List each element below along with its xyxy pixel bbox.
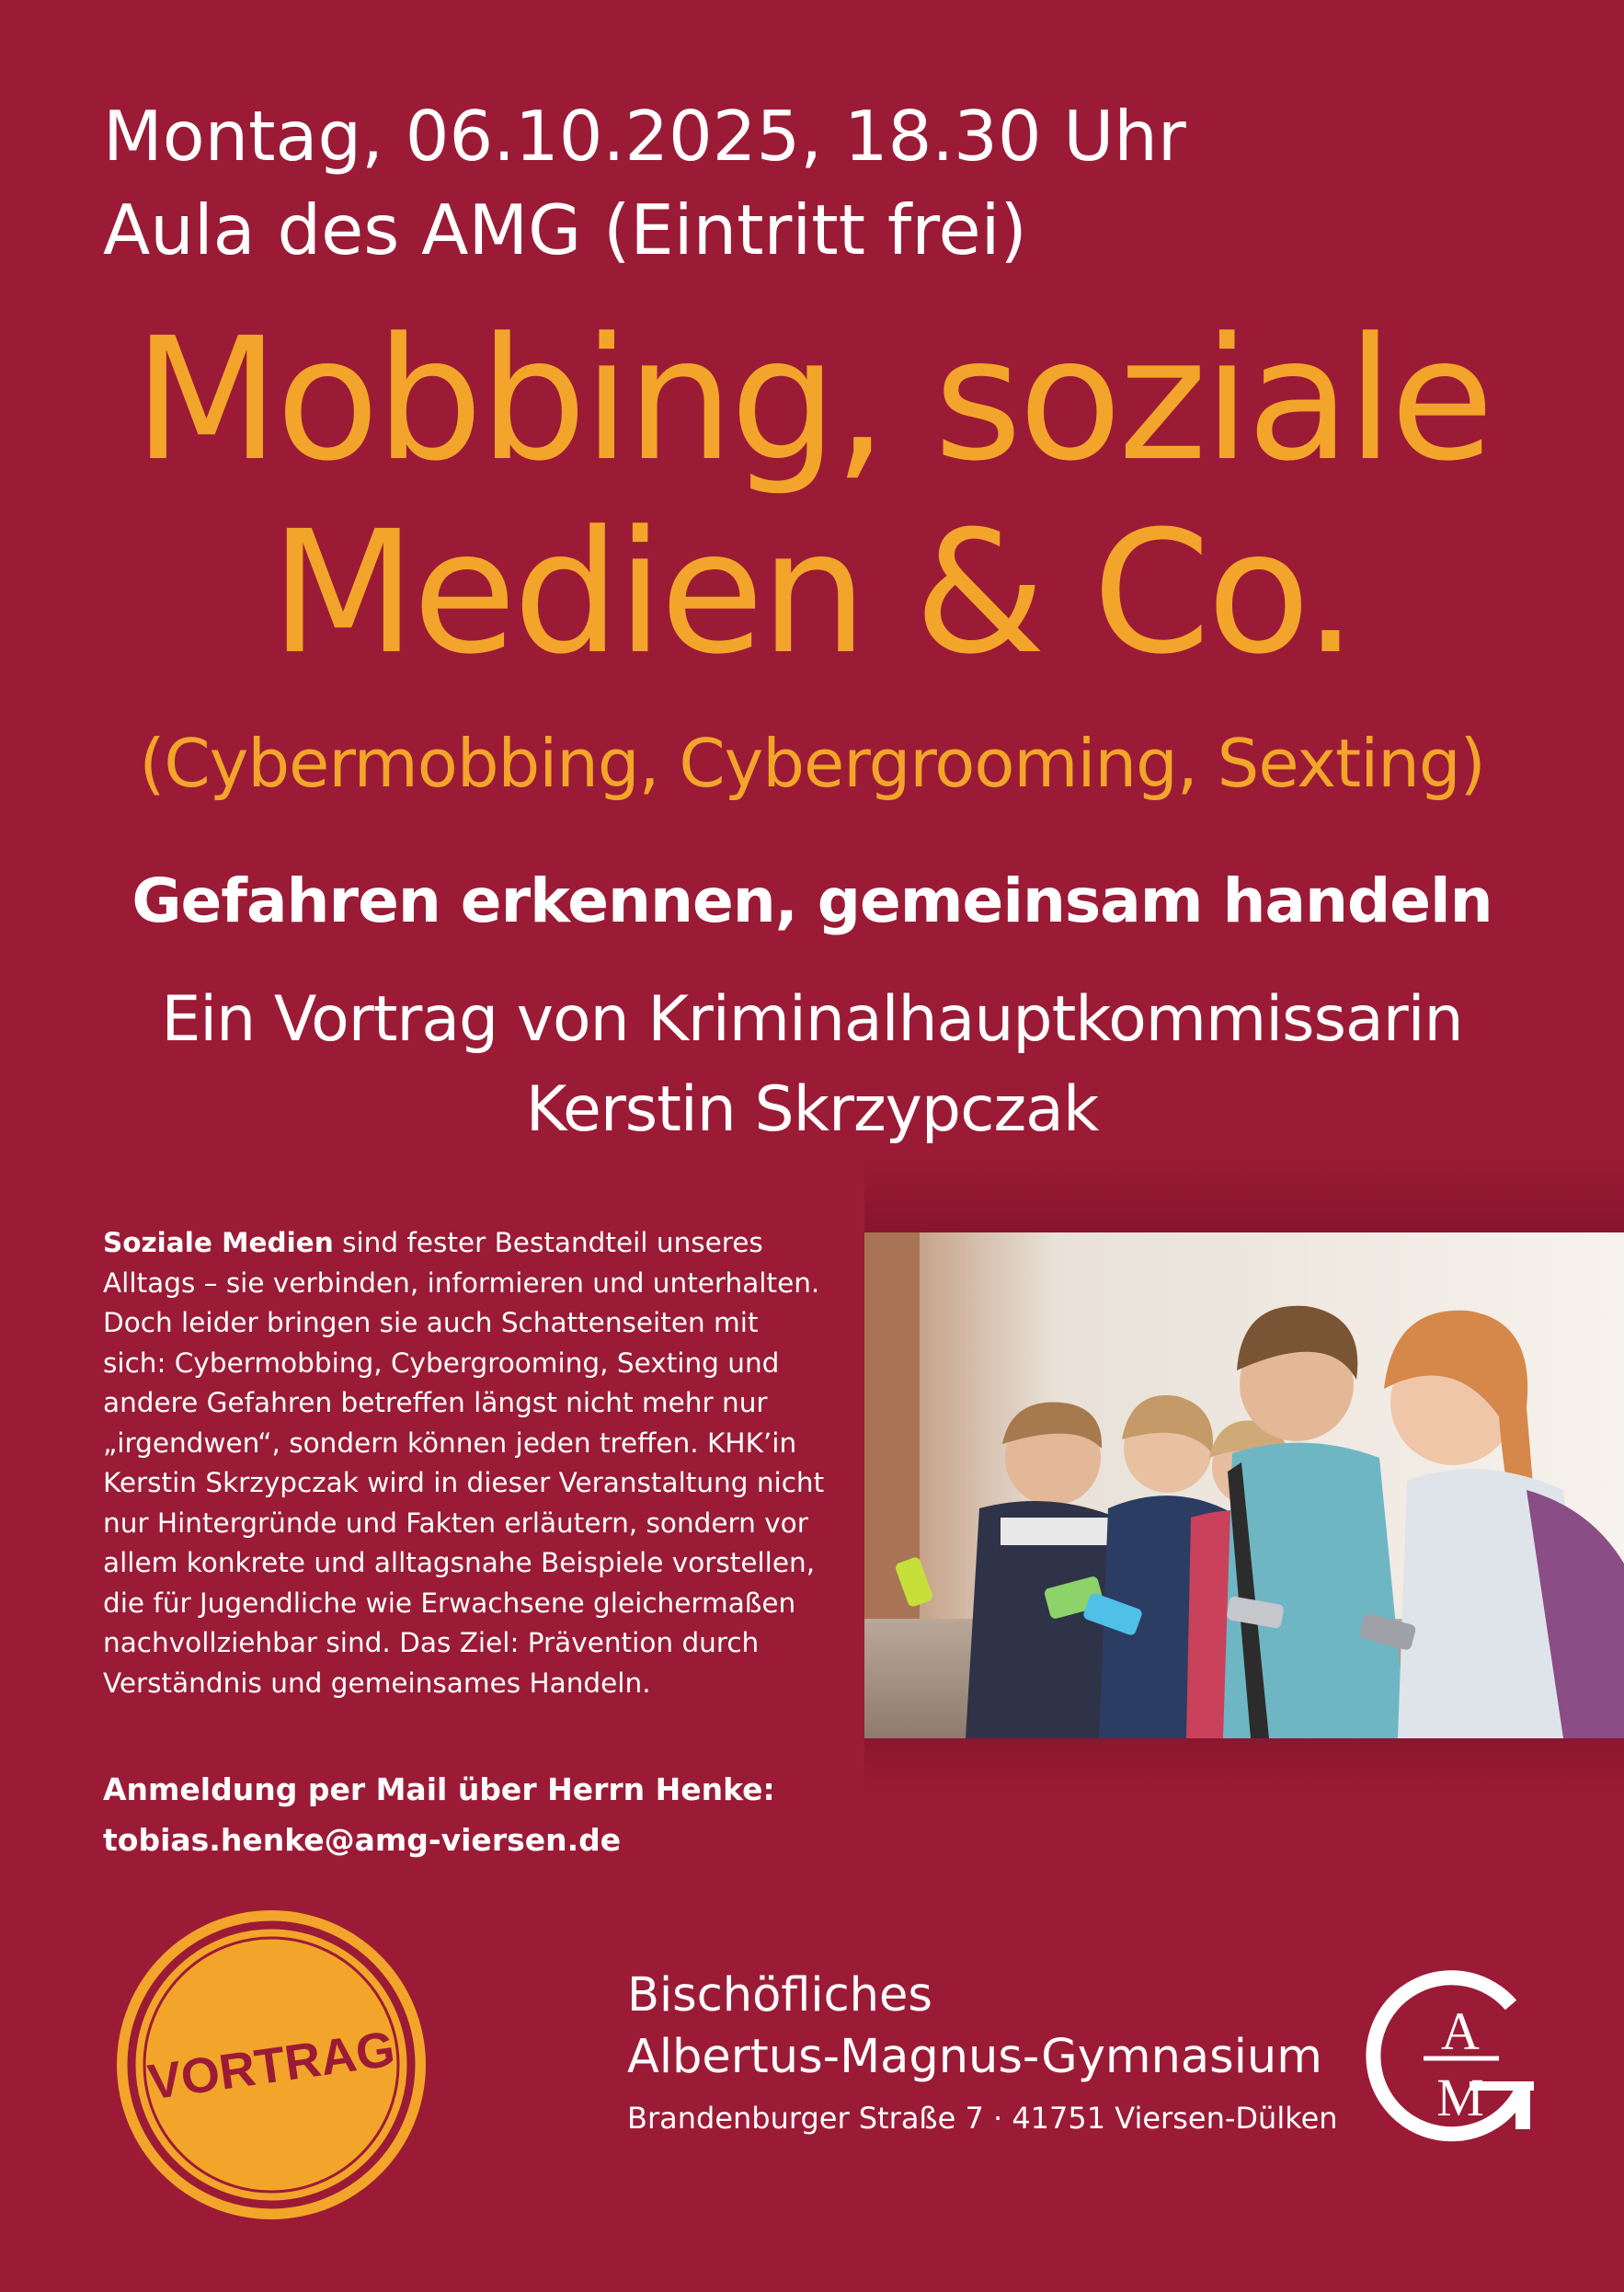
school-logo [1359, 1968, 1543, 2152]
school-address: Brandenburger Straße 7 · 41751 Viersen-Dülken [627, 2101, 1338, 2136]
title-line-2: Medien & Co. [269, 495, 1355, 692]
tagline: Gefahren erkennen, gemeinsam handeln [132, 865, 1492, 936]
description-text [103, 1223, 829, 1703]
speaker-line-1: Ein Vortrag von Kriminalhauptkommissarin [161, 983, 1463, 1056]
signup-info [103, 1764, 775, 1865]
vortrag-stamp [112, 1906, 430, 2224]
description-lead: Soziale Medien [103, 1227, 334, 1258]
poster-subtitle: (Cybermobbing, Cybergrooming, Sexting) [139, 725, 1485, 802]
speaker-info [0, 975, 1624, 1155]
description-body: sind fester Bestandteil unseres Alltags – sie verbinden, informieren und unterhalten. Doch leider bringen sie auch Schattenseiten mit sich: Cybermobbing, Cybergrooming, Sexting und andere Gefahren betreffen längst nicht mehr nur „irgendwen“, sondern können jeden treffen. KHK’in Kerstin Skrzypczak wird in dieser Veranstaltung nicht nur Hintergründe und Fakten erläutern, sondern vor allem konkrete und alltagsnahe Beispiele vorstellen, die für Jugendliche wie Erwachsene gleichermaßen nachvollziehbar sind. Das Ziel: Prävention durch Verständnis und gemeinsames Handeln. [103, 1227, 825, 1699]
school-name-line-2: Albertus-Magnus-Gymnasium [627, 2030, 1322, 2084]
school-name-line-1: Bischöfliches [627, 1968, 932, 2023]
event-date: Montag, 06.10.2025, 18.30 Uhr [103, 96, 1186, 177]
stamp-label: VORTRAG [144, 2021, 399, 2111]
signup-email-link[interactable]: tobias.henke@amg-viersen.de [103, 1822, 622, 1858]
children-with-phones-photo [864, 1232, 1624, 1738]
signup-label: Anmeldung per Mail über Herrn Henke: [103, 1771, 775, 1807]
speaker-line-2: Kerstin Skrzypczak [525, 1073, 1099, 1146]
logo-letter-m: M [1436, 2068, 1484, 2127]
poster-title [0, 304, 1624, 690]
logo-letter-a: A [1441, 2001, 1480, 2061]
title-line-1: Mobbing, soziale [133, 302, 1491, 499]
event-venue: Aula des AMG (Eintritt frei) [103, 189, 1027, 270]
